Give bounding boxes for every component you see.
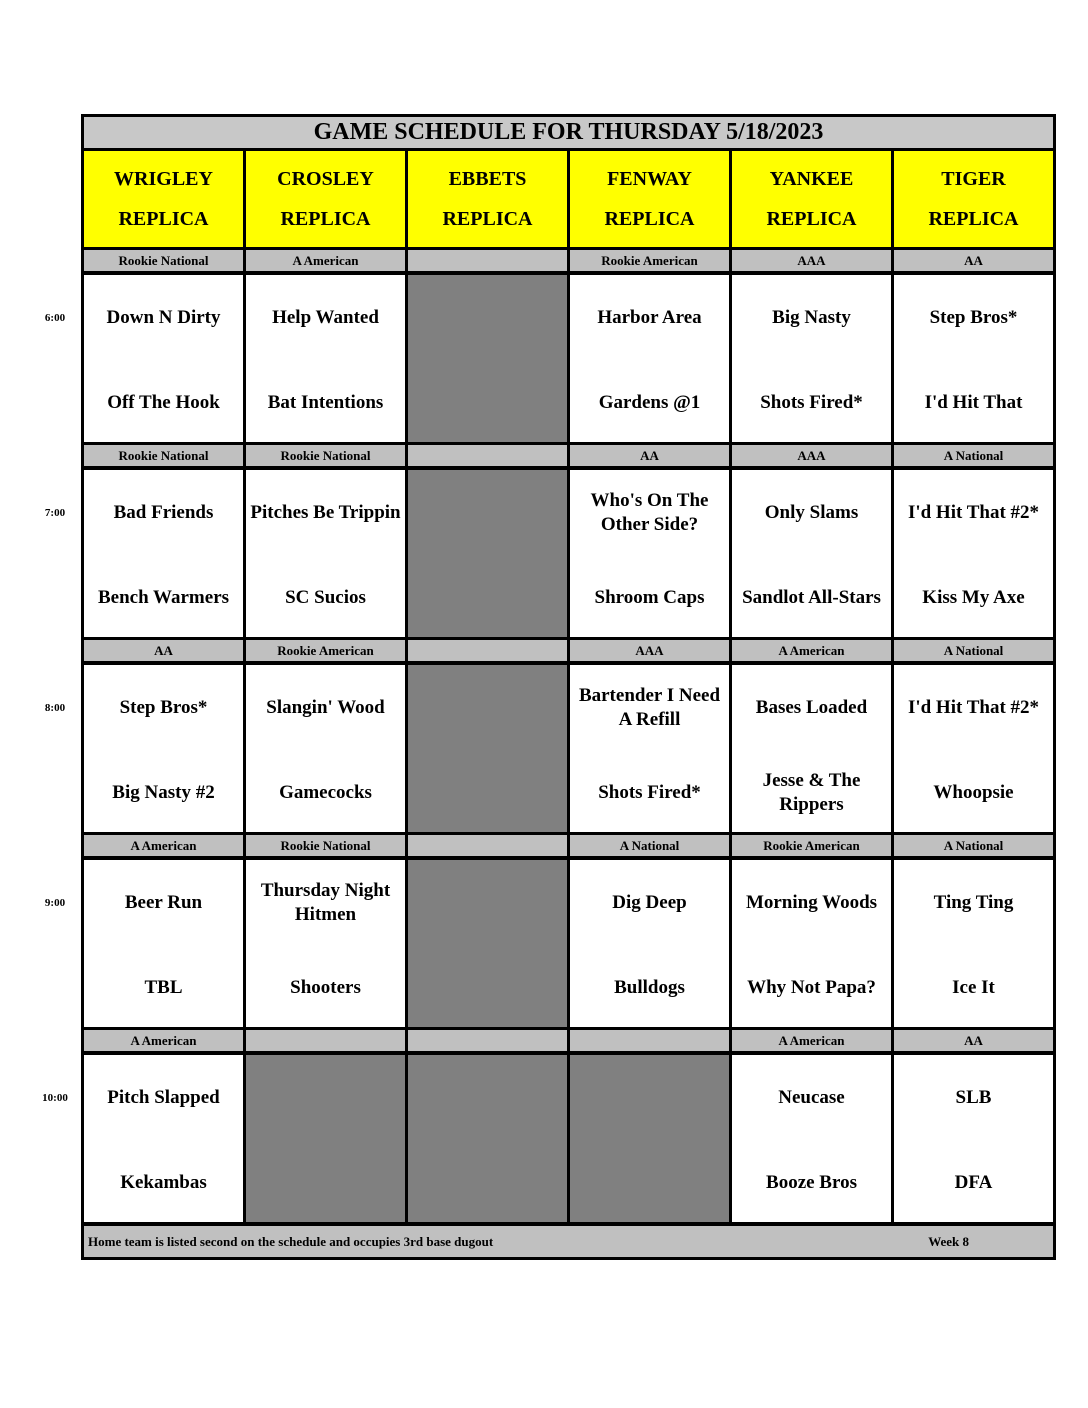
home-team: Sandlot All-Stars (742, 587, 881, 608)
venue-subtitle: REPLICA (280, 207, 371, 230)
game-cell (894, 275, 1053, 442)
venue-name: WRIGLEY (114, 167, 213, 190)
game-cell (732, 665, 891, 832)
division-label: Rookie National (246, 445, 405, 466)
time-label: 6:00 (44, 312, 66, 324)
game-cell (732, 1055, 891, 1222)
away-team: Pitches Be Trippin (250, 502, 401, 523)
game-cell (570, 860, 729, 1027)
division-label: A National (894, 835, 1053, 856)
division-label: Rookie American (732, 835, 891, 856)
home-team: Off The Hook (107, 392, 220, 413)
away-team: SLB (955, 1087, 992, 1108)
venue-name: TIGER (941, 167, 1006, 190)
home-team: Shroom Caps (594, 587, 705, 608)
empty-slot (246, 1055, 405, 1222)
game-cell (246, 470, 405, 637)
division-label: A National (894, 640, 1053, 661)
game-cell (246, 275, 405, 442)
home-team: I'd Hit That (924, 392, 1023, 413)
home-team: Kekambas (120, 1172, 207, 1193)
time-label: 9:00 (44, 897, 66, 909)
division-label (408, 445, 567, 466)
division-label: AAA (732, 250, 891, 271)
venue-header (894, 151, 1053, 247)
away-team: Step Bros* (119, 697, 208, 718)
venue-subtitle: REPLICA (118, 207, 209, 230)
game-cell (732, 275, 891, 442)
division-label (246, 1030, 405, 1051)
away-team: Morning Woods (745, 892, 878, 913)
away-team: Big Nasty (772, 307, 851, 328)
home-team: Why Not Papa? (747, 977, 876, 998)
away-team: Slangin' Wood (266, 697, 385, 718)
game-cell (570, 275, 729, 442)
division-label (408, 640, 567, 661)
home-team: DFA (954, 1172, 993, 1193)
home-team: Shots Fired* (598, 782, 701, 803)
division-label: A American (732, 640, 891, 661)
division-label: AAA (732, 445, 891, 466)
division-label (570, 1030, 729, 1051)
home-team: TBL (144, 977, 183, 998)
home-team: Gamecocks (279, 782, 372, 803)
division-label: AA (84, 640, 243, 661)
empty-slot (408, 1055, 567, 1222)
game-cell (732, 860, 891, 1027)
away-team: Only Slams (764, 502, 859, 523)
venue-subtitle: REPLICA (442, 207, 533, 230)
home-team: SC Sucios (285, 587, 366, 608)
away-team: Bases Loaded (755, 697, 868, 718)
game-cell (894, 1055, 1053, 1222)
game-cell (84, 470, 243, 637)
division-label: AA (894, 1030, 1053, 1051)
empty-slot (408, 470, 567, 637)
division-label: A National (894, 445, 1053, 466)
game-cell (84, 1055, 243, 1222)
schedule-title: GAME SCHEDULE FOR THURSDAY 5/18/2023 (84, 117, 1053, 148)
venue-name: YANKEE (769, 167, 854, 190)
division-label: Rookie American (246, 640, 405, 661)
game-cell (570, 470, 729, 637)
away-team: I'd Hit That #2* (907, 502, 1040, 523)
game-cell (732, 470, 891, 637)
time-label: 7:00 (44, 507, 66, 519)
division-label: AA (570, 445, 729, 466)
division-label: A American (732, 1030, 891, 1051)
division-label (408, 1030, 567, 1051)
schedule-table (81, 114, 1056, 1260)
venue-subtitle: REPLICA (604, 207, 695, 230)
game-cell (894, 665, 1053, 832)
division-label: AAA (570, 640, 729, 661)
game-cell (84, 860, 243, 1027)
venue-header (570, 151, 729, 247)
home-team: Big Nasty #2 (112, 782, 215, 803)
away-team: Help Wanted (272, 307, 379, 328)
away-team: Thursday Night Hitmen (260, 880, 391, 925)
division-label (408, 835, 567, 856)
home-team: Kiss My Axe (922, 587, 1025, 608)
away-team: Bartender I Need A Refill (578, 685, 721, 730)
game-cell (894, 860, 1053, 1027)
empty-slot (408, 860, 567, 1027)
venue-header (732, 151, 891, 247)
game-cell (84, 665, 243, 832)
home-team: Booze Bros (766, 1172, 857, 1193)
division-label (408, 250, 567, 271)
division-label: A American (84, 1030, 243, 1051)
home-team: Jesse & The Rippers (762, 770, 861, 815)
division-label: Rookie National (84, 445, 243, 466)
venue-name: EBBETS (448, 167, 527, 190)
away-team: Bad Friends (113, 502, 214, 523)
division-label: A National (570, 835, 729, 856)
empty-slot (408, 275, 567, 442)
empty-slot (570, 1055, 729, 1222)
division-label: AA (894, 250, 1053, 271)
empty-slot (408, 665, 567, 832)
division-label: A American (246, 250, 405, 271)
game-cell (246, 860, 405, 1027)
home-team: Shots Fired* (760, 392, 863, 413)
venue-header (84, 151, 243, 247)
time-label: 8:00 (44, 702, 66, 714)
game-cell (84, 275, 243, 442)
away-team: Ting Ting (933, 892, 1014, 913)
away-team: Who's On The Other Side? (590, 490, 709, 535)
venue-subtitle: REPLICA (928, 207, 1019, 230)
venue-name: CROSLEY (277, 167, 374, 190)
division-label: Rookie National (84, 250, 243, 271)
home-team: Ice It (952, 977, 995, 998)
away-team: Pitch Slapped (107, 1087, 220, 1108)
venue-subtitle: REPLICA (766, 207, 857, 230)
home-team: Whoopsie (933, 782, 1014, 803)
away-team: Harbor Area (597, 307, 702, 328)
game-cell (570, 665, 729, 832)
away-team: Down N Dirty (106, 307, 221, 328)
home-team: Bulldogs (614, 977, 685, 998)
home-team: Bat Intentions (267, 392, 384, 413)
away-team: I'd Hit That #2* (907, 697, 1040, 718)
venue-header (408, 151, 567, 247)
game-cell (894, 470, 1053, 637)
footer-note: Home team is listed second on the schedule and occupies 3rd base dugout (88, 1233, 494, 1249)
schedule-footer (84, 1226, 1053, 1257)
home-team: Gardens @1 (598, 392, 701, 413)
away-team: Beer Run (124, 892, 203, 913)
away-team: Neucase (778, 1087, 845, 1108)
game-cell (246, 665, 405, 832)
away-team: Step Bros* (929, 307, 1018, 328)
home-team: Shooters (290, 977, 361, 998)
venue-name: FENWAY (607, 167, 692, 190)
division-label: Rookie American (570, 250, 729, 271)
division-label: A American (84, 835, 243, 856)
away-team: Dig Deep (612, 892, 687, 913)
venue-header (246, 151, 405, 247)
footer-week: Week 8 (928, 1233, 969, 1249)
division-label: Rookie National (246, 835, 405, 856)
home-team: Bench Warmers (97, 587, 230, 608)
time-label: 10:00 (42, 1092, 68, 1104)
